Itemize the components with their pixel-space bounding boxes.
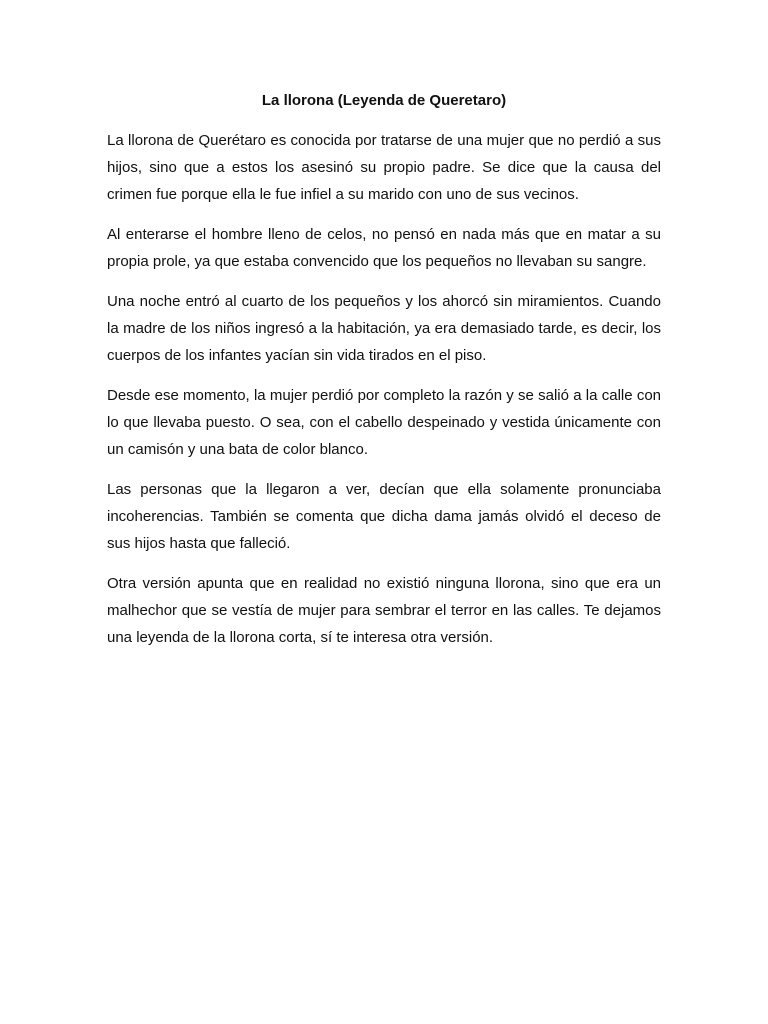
- paragraph-6: Otra versión apunta que en realidad no existió ninguna llorona, sino que era un malhechor que se vestía de mujer para sembrar el terror en las calles. Te dejamos una leyenda de la llorona corta, sí te interesa otra versión.: [107, 575, 661, 646]
- paragraph-4: Desde ese momento, la mujer perdió por completo la razón y se salió a la calle con lo que llevaba puesto. O sea, con el cabello despeinado y vestida únicamente con un camisón y una bata de color blanco.: [107, 387, 661, 458]
- paragraph-3: Una noche entró al cuarto de los pequeños y los ahorcó sin miramientos. Cuando la madre de los niños ingresó a la habitación, ya era demasiado tarde, es decir, los cuerpos de los infantes yacían sin vida tirados en el piso.: [107, 293, 661, 364]
- paragraph-5: Las personas que la llegaron a ver, decían que ella solamente pronunciaba incoherencias. También se comenta que dicha dama jamás olvidó el deceso de sus hijos hasta que falleció.: [107, 481, 661, 552]
- paragraph-2: Al enterarse el hombre lleno de celos, no pensó en nada más que en matar a su propia prole, ya que estaba convencido que los pequeños no llevaban su sangre.: [107, 226, 661, 270]
- document-body: [107, 127, 661, 664]
- document-title: La llorona (Leyenda de Queretaro): [261, 92, 507, 109]
- paragraph-1: La llorona de Querétaro es conocida por tratarse de una mujer que no perdió a sus hijos, sino que a estos los asesinó su propio padre. Se dice que la causa del crimen fue porque ella le fue infiel a su marido con uno de sus vecinos.: [107, 132, 661, 203]
